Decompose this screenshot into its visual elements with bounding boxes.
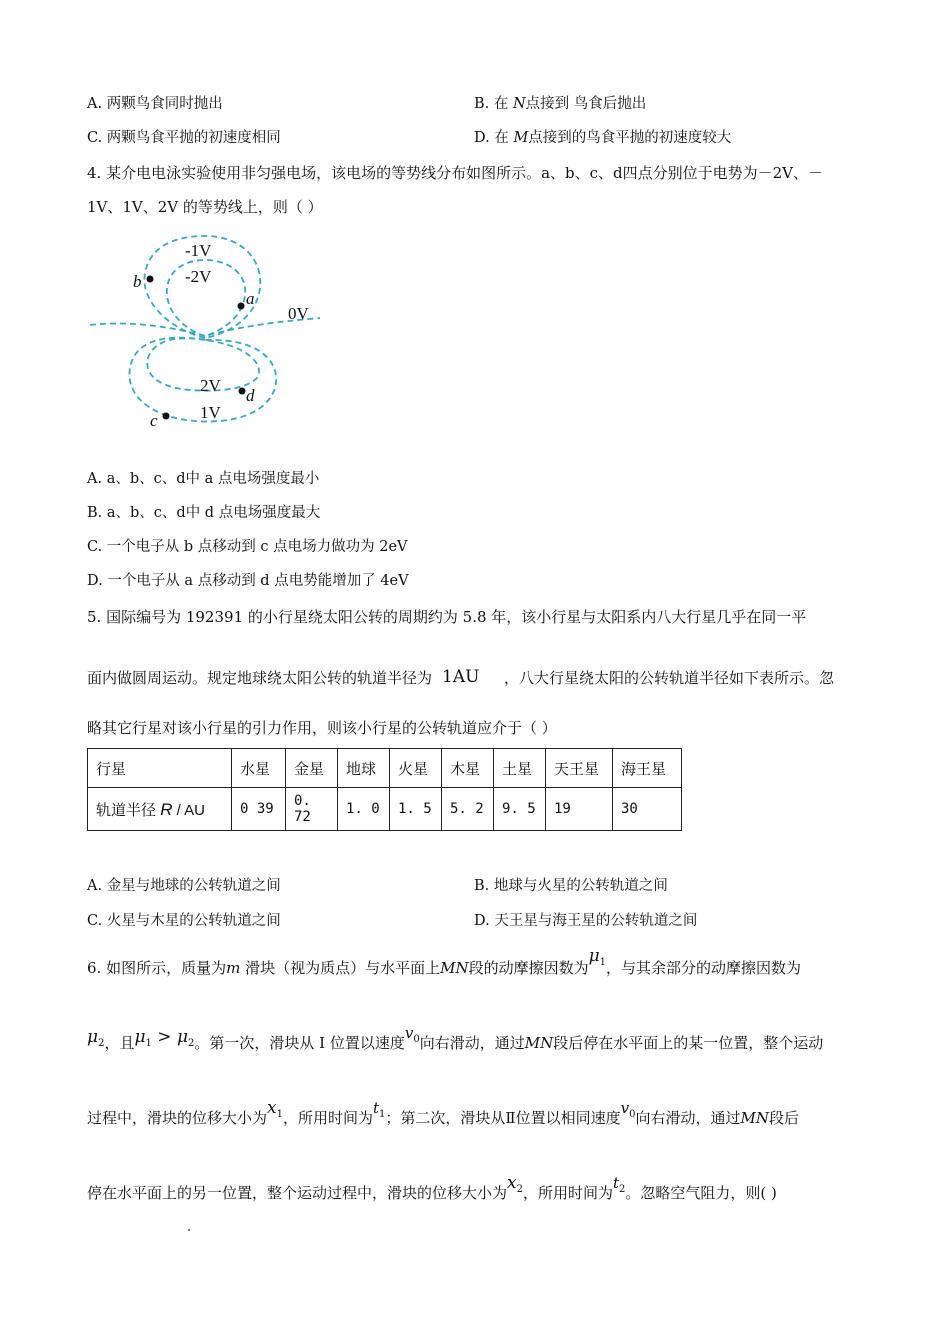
q4-stem-line2: 1V、1V、2V 的等势线上，则（ ） [87, 198, 323, 216]
equipotential-0V [90, 318, 320, 336]
label-m2V: -2V [185, 267, 212, 286]
q6-stem-line2: $\mu_2$，且$\mu_1 > \mu_2$。第一次，滑块从 I 位置以速度$v_0$向右滑动，通过MN段后停在水平面上的某一位置，整个运动 [87, 1024, 824, 1052]
table-cell: 0 39 [232, 788, 286, 831]
table-cell: 19 [546, 788, 613, 831]
q5-stem-line3: 略其它行星对该小行星的引力作用，则该小行星的公转轨道应介于（ ） [87, 719, 557, 737]
table-header-cell: 轨道半径 R / AU [88, 788, 232, 831]
table-cell: 地球 [338, 749, 390, 788]
q5-stem-line1: 5. 国际编号为 192391 的小行星绕太阳公转的周期约为 5.8 年，该小行星与太阳系内八大行星几乎在同一平 [87, 608, 807, 626]
table-header-cell: 行星 [88, 749, 232, 788]
point-c [163, 413, 170, 420]
label-0V: 0V [288, 304, 309, 323]
table-cell: 金星 [286, 749, 338, 788]
label-point-c: c [150, 411, 158, 430]
table-cell: 水星 [232, 749, 286, 788]
table-cell: 火星 [390, 749, 442, 788]
q4-stem-line1: 4. 某介电电泳实验使用非匀强电场，该电场的等势线分布如图所示。a、b、c、d四点分别位于电势为－2V、－ [87, 164, 824, 182]
table-row [88, 788, 682, 831]
q6-stem-line1: 6. 如图所示，质量为m 滑块（视为质点）与水平面上MN段的动摩擦因数为$\mu_1$，与其余部分的动摩擦因数为 [87, 946, 802, 977]
table-cell: 天王星 [546, 749, 613, 788]
q6-stem-line3: 过程中，滑块的位移大小为$x_1$，所用时间为$t_1$；第二次，滑块从Ⅱ位置以相同速度$v_0$向右滑动，通过MN段后 [87, 1098, 799, 1127]
point-b [147, 276, 154, 283]
table-cell: 1. 5 [390, 788, 442, 831]
q5-stem-line2: 面内做圆周运动。规定地球绕太阳公转的轨道半径为 1AU ，八大行星绕太阳的公转轨道半径如下表所示。忽 [87, 667, 835, 687]
table-cell: 木星 [442, 749, 494, 788]
table-row [88, 749, 682, 788]
stray-mark [188, 1229, 190, 1231]
q3-option-a[interactable]: A. 两颗鸟食同时抛出 [87, 96, 223, 112]
q3-option-d[interactable]: D. 在 M点接到的鸟食平抛的初速度较大 [474, 130, 732, 146]
figure-points [133, 272, 255, 430]
table-cell: 土星 [494, 749, 546, 788]
q4-option-b[interactable]: B. a、b、c、d中 d 点电场强度最大 [87, 505, 321, 521]
table-cell: 5. 2 [442, 788, 494, 831]
label-point-b: b [133, 272, 142, 291]
q5-option-c[interactable]: C. 火星与木星的公转轨道之间 [87, 913, 281, 929]
q5-option-a[interactable]: A. 金星与地球的公转轨道之间 [87, 878, 281, 894]
table-cell: 1. 0 [338, 788, 390, 831]
table-cell: 海王星 [613, 749, 682, 788]
point-d [239, 388, 246, 395]
q6-stem-line4: 停在水平面上的另一位置，整个运动过程中，滑块的位移大小为$x_2$，所用时间为$t_2$。忽略空气阻力，则( ) [87, 1173, 777, 1202]
q3-option-c[interactable]: C. 两颗鸟食平抛的初速度相同 [87, 130, 281, 146]
q4-option-d[interactable]: D. 一个电子从 a 点移动到 d 点电势能增加了 4eV [87, 573, 409, 589]
q4-option-a[interactable]: A. a、b、c、d中 a 点电场强度最小 [87, 471, 320, 487]
point-a [238, 303, 245, 310]
planet-orbit-table [87, 748, 682, 831]
q3-option-b[interactable]: B. 在 N点接到 鸟食后抛出 [474, 96, 647, 112]
q4-option-c[interactable]: C. 一个电子从 b 点移动到 c 点电场力做功为 2eV [87, 539, 408, 555]
unit-au: 1AU [442, 667, 480, 687]
table-cell: 9. 5 [494, 788, 546, 831]
label-2V: 2V [200, 376, 221, 395]
label-1V: 1V [200, 403, 221, 422]
label-point-a: a [246, 289, 255, 308]
label-m1V: -1V [185, 241, 212, 260]
q5-option-b[interactable]: B. 地球与火星的公转轨道之间 [474, 878, 668, 894]
label-point-d: d [246, 386, 255, 405]
table-cell: 30 [613, 788, 682, 831]
q5-option-d[interactable]: D. 天王星与海王星的公转轨道之间 [474, 913, 698, 929]
table-cell: 0. 72 [286, 788, 338, 831]
equipotential-figure [85, 228, 325, 433]
